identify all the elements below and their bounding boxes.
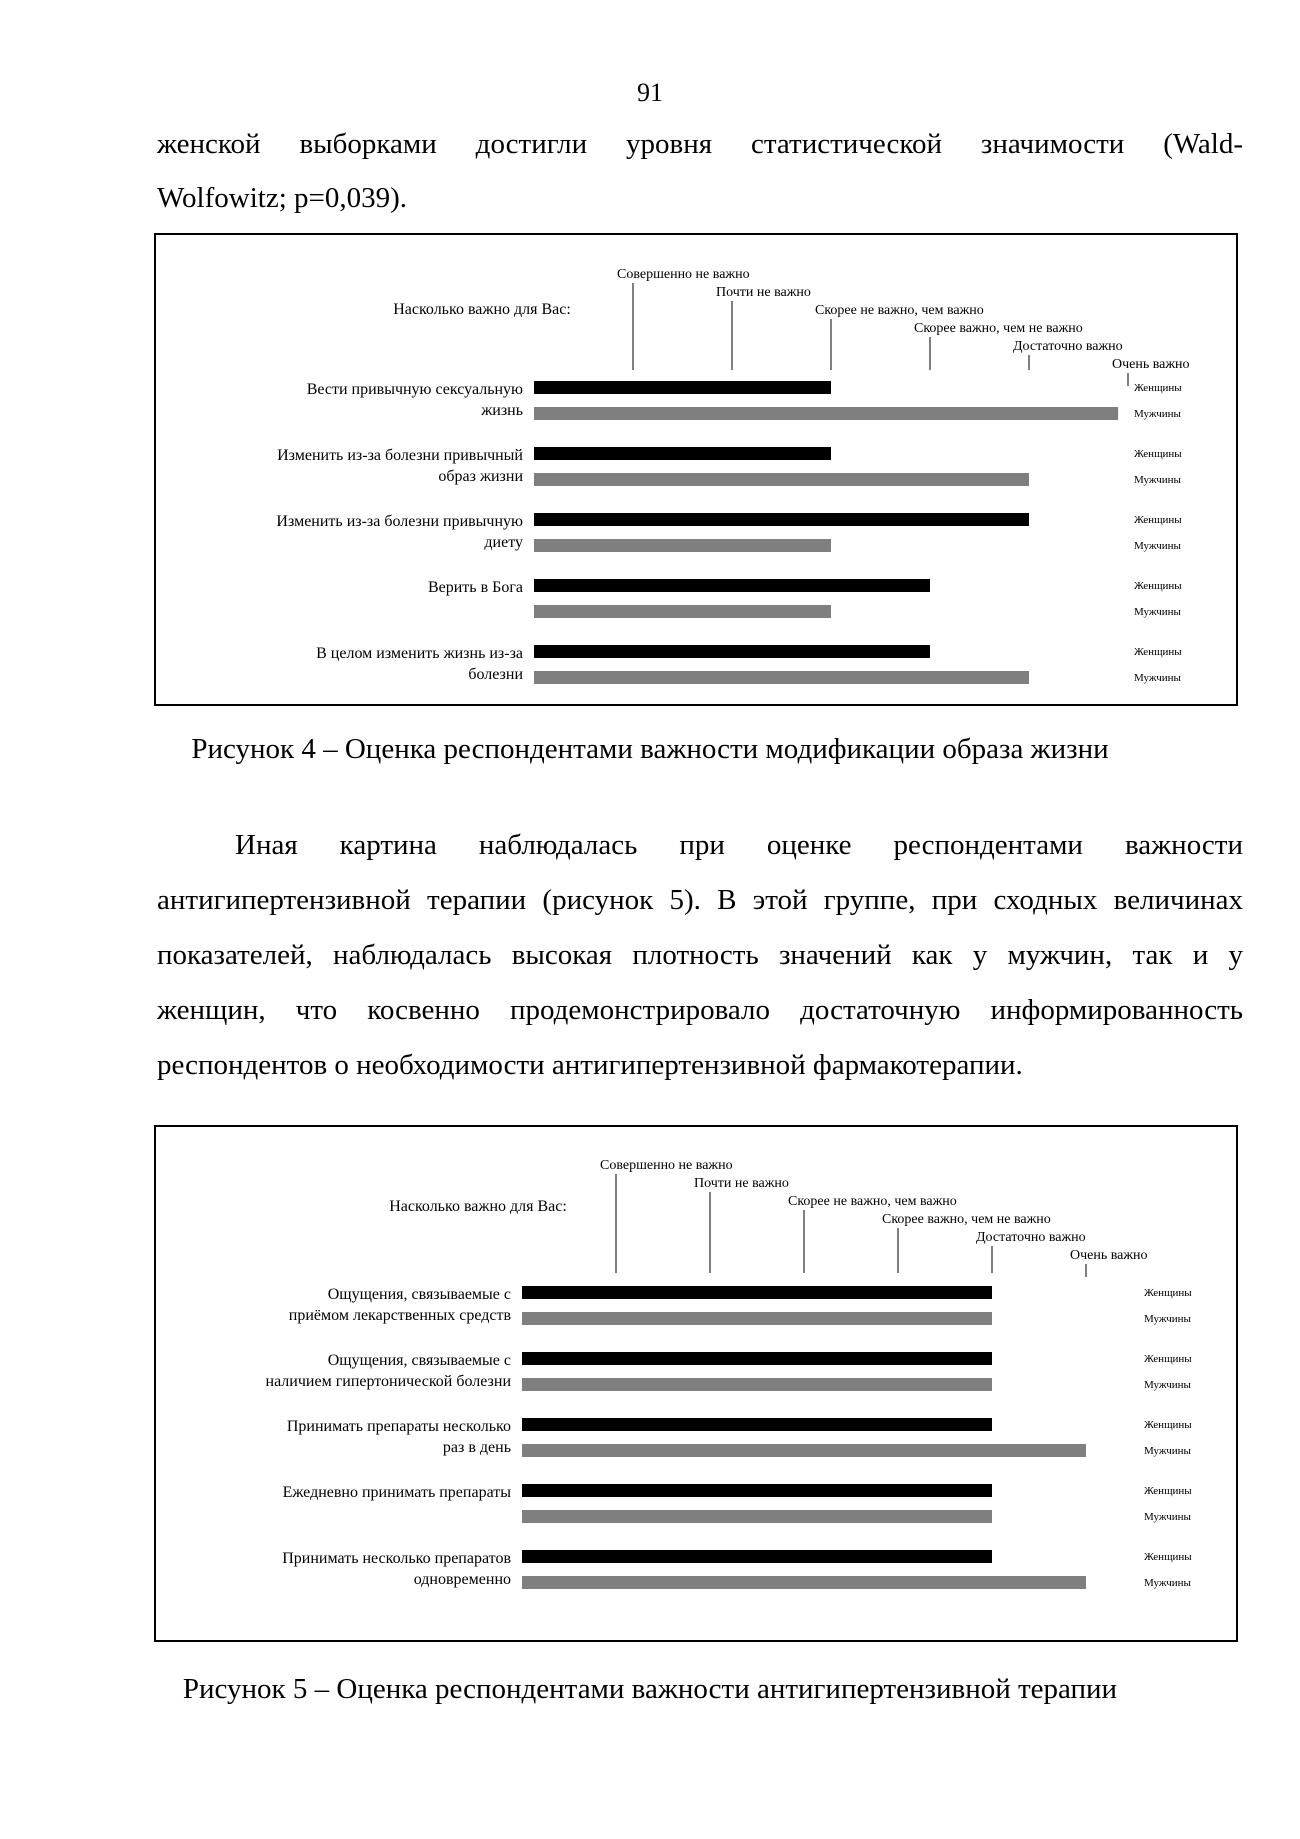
paragraph-1-line-1: женской выборками достигли уровня статистической значимости (Wald-	[157, 128, 1243, 160]
fig4-series-label: Женщины	[1134, 448, 1182, 460]
fig4-question-label: Насколько важно для Вас:	[393, 301, 571, 318]
fig4-category-label: Верить в Бога	[427, 579, 523, 596]
fig4-series-label: Женщины	[1134, 382, 1182, 394]
fig4-scale-label: Достаточно важно	[1013, 339, 1123, 354]
figure-5-svg	[156, 1127, 1240, 1644]
fig4-bar-women	[534, 381, 831, 394]
fig4-series-label: Мужчины	[1134, 408, 1181, 420]
fig5-bar-men	[522, 1576, 1086, 1589]
fig4-bar-men	[534, 605, 831, 618]
fig5-series-label: Мужчины	[1144, 1445, 1191, 1457]
fig5-scale-label: Достаточно важно	[976, 1230, 1086, 1245]
fig5-bar-men	[522, 1510, 992, 1523]
fig4-bar-women	[534, 513, 1029, 526]
fig4-category-label: Вести привычную сексуальную	[306, 381, 523, 398]
fig5-bar-men	[522, 1312, 992, 1325]
fig4-scale-label: Почти не важно	[716, 285, 811, 300]
fig5-question-label: Насколько важно для Вас:	[389, 1198, 567, 1215]
fig4-scale-label: Скорее важно, чем не важно	[914, 321, 1083, 336]
fig4-series-label: Мужчины	[1134, 474, 1181, 486]
fig5-series-label: Женщины	[1144, 1353, 1192, 1365]
fig4-series-label: Женщины	[1134, 580, 1182, 592]
fig4-scale-label: Скорее не важно, чем важно	[815, 303, 984, 318]
fig4-bar-women	[534, 579, 930, 592]
fig5-series-label: Женщины	[1144, 1551, 1192, 1563]
fig4-category-label: Изменить из-за болезни привычную	[276, 513, 523, 530]
fig4-category-label: образ жизни	[438, 468, 523, 485]
fig5-series-label: Мужчины	[1144, 1511, 1191, 1523]
fig5-bar-women	[522, 1418, 992, 1431]
fig5-category-label: раз в день	[442, 1439, 511, 1456]
fig5-series-label: Женщины	[1144, 1287, 1192, 1299]
figure-5-caption: Рисунок 5 – Оценка респондентами важности антигипертензивной терапии	[182, 1673, 1118, 1705]
paragraph-2-line-1: Иная картина наблюдалась при оценке респондентами важности	[235, 829, 1243, 861]
paragraph-2-line-3: показателей, наблюдалась высокая плотность значений как у мужчин, так и у	[157, 939, 1243, 971]
figure-4-caption: Рисунок 4 – Оценка респондентами важности модификации образа жизни	[191, 733, 1109, 765]
fig5-series-label: Мужчины	[1144, 1379, 1191, 1391]
fig5-category-label: Ежедневно принимать препараты	[282, 1484, 511, 1501]
fig5-scale-label: Почти не важно	[694, 1176, 789, 1191]
fig5-series-label: Мужчины	[1144, 1313, 1191, 1325]
fig4-category-label: жизнь	[481, 402, 523, 419]
fig4-series-label: Женщины	[1134, 646, 1182, 658]
fig4-scale-label: Совершенно не важно	[617, 267, 750, 282]
fig5-category-label: одновременно	[413, 1571, 511, 1588]
fig5-category-label: приёмом лекарственных средств	[288, 1307, 511, 1324]
paragraph-1-line-2: Wolfowitz; p=0,039).	[157, 182, 408, 214]
fig4-series-label: Мужчины	[1134, 672, 1181, 684]
page-number: 91	[637, 78, 663, 107]
fig4-category-label: болезни	[468, 666, 523, 683]
paragraph-2-line-5: респондентов о необходимости антигипертензивной фармакотерапии.	[157, 1049, 1023, 1081]
fig5-bar-women	[522, 1352, 992, 1365]
figure-5-chart	[154, 1125, 1238, 1642]
fig4-series-label: Женщины	[1134, 514, 1182, 526]
fig5-series-label: Женщины	[1144, 1419, 1192, 1431]
fig4-bar-men	[534, 407, 1118, 420]
fig5-scale-label: Скорее важно, чем не важно	[882, 1212, 1051, 1227]
fig5-category-label: наличием гипертонической болезни	[265, 1373, 511, 1390]
paragraph-2-line-4: женщин, что косвенно продемонстрировало достаточную информированность	[157, 994, 1243, 1026]
fig5-series-label: Мужчины	[1144, 1577, 1191, 1589]
fig4-bar-men	[534, 671, 1029, 684]
fig4-series-label: Мужчины	[1134, 540, 1181, 552]
fig5-bar-women	[522, 1286, 992, 1299]
paragraph-2-line-2: антигипертензивной терапии (рисунок 5). В этой группе, при сходных величинах	[157, 884, 1243, 916]
fig5-scale-label: Совершенно не важно	[600, 1158, 733, 1173]
fig5-category-label: Принимать препараты несколько	[286, 1418, 511, 1435]
fig4-series-label: Мужчины	[1134, 606, 1181, 618]
figure-4-chart	[154, 233, 1238, 706]
fig5-bar-men	[522, 1444, 1086, 1457]
fig5-bar-men	[522, 1378, 992, 1391]
fig4-category-label: диету	[484, 534, 523, 551]
fig4-bar-men	[534, 473, 1029, 486]
fig5-category-label: Ощущения, связываемые с	[327, 1286, 511, 1303]
fig4-bar-women	[534, 645, 930, 658]
fig5-bar-women	[522, 1484, 992, 1497]
fig4-scale-label: Очень важно	[1112, 357, 1190, 372]
fig5-scale-label: Очень важно	[1070, 1248, 1148, 1263]
fig5-scale-label: Скорее не важно, чем важно	[788, 1194, 957, 1209]
figure-4-svg	[156, 235, 1240, 708]
fig5-series-label: Женщины	[1144, 1485, 1192, 1497]
fig5-category-label: Ощущения, связываемые с	[327, 1352, 511, 1369]
fig4-bar-women	[534, 447, 831, 460]
fig4-category-label: Изменить из-за болезни привычный	[277, 447, 523, 464]
fig5-bar-women	[522, 1550, 992, 1563]
fig4-category-label: В целом изменить жизнь из-за	[316, 645, 523, 662]
fig4-bar-men	[534, 539, 831, 552]
fig5-category-label: Принимать несколько препаратов	[282, 1550, 511, 1567]
